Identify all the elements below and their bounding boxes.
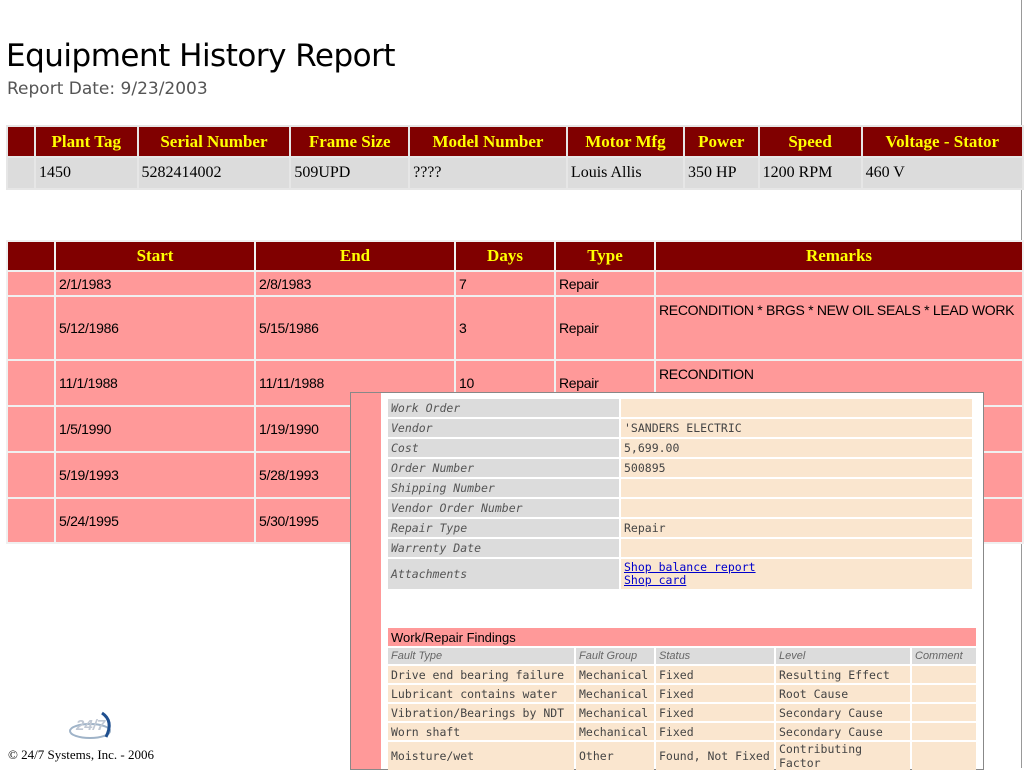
shipping-number-row <box>388 479 972 497</box>
finding-row[interactable] <box>388 704 976 721</box>
shop-card-link[interactable]: Shop card <box>624 573 687 587</box>
frame-size-cell: 509UPD <box>291 158 408 188</box>
field-value <box>621 539 972 557</box>
fault-type-cell: Vibration/Bearings by NDT <box>388 704 574 721</box>
remarks-cell: RECONDITION * BRGS * NEW OIL SEALS * LEAD WORK <box>656 297 1022 359</box>
col-header[interactable]: Serial Number <box>139 127 290 156</box>
speed-cell: 1200 RPM <box>760 158 861 188</box>
serial-number-cell: 5282414002 <box>139 158 290 188</box>
company-logo <box>68 707 118 743</box>
findings-header-row <box>388 648 976 664</box>
end-cell: 11/11/1988 <box>256 361 454 405</box>
end-cell: 5/30/1995 <box>256 499 454 542</box>
col-header[interactable]: Status <box>656 648 774 664</box>
power-cell: 350 HP <box>685 158 758 188</box>
history-row[interactable] <box>8 272 1022 295</box>
fault-group-cell: Mechanical <box>576 685 654 702</box>
page-title: Equipment History Report <box>6 38 396 74</box>
fault-type-cell: Moisture/wet <box>388 742 574 770</box>
end-cell: 5/15/1986 <box>256 297 454 359</box>
col-header[interactable]: Comment <box>912 648 976 664</box>
field-label: Vendor Order Number <box>388 499 619 517</box>
findings-title-row <box>388 628 976 646</box>
cost-row <box>388 439 972 457</box>
status-cell: Found, Not Fixed <box>656 742 774 770</box>
comment-cell <box>912 723 976 740</box>
field-value <box>621 499 972 517</box>
start-cell: 5/12/1986 <box>56 297 254 359</box>
repair-type-row <box>388 519 972 537</box>
fault-group-cell: Other <box>576 742 654 770</box>
findings-table <box>386 626 978 772</box>
comment-cell <box>912 685 976 702</box>
level-cell: Contributing Factor <box>776 742 910 770</box>
popup-row-strip <box>351 393 381 769</box>
comment-cell <box>912 666 976 683</box>
col-header[interactable]: Model Number <box>410 127 566 156</box>
days-cell: 10 <box>456 361 554 405</box>
field-value <box>621 479 972 497</box>
voltage-stator-cell: 460 V <box>863 158 1022 188</box>
history-header-row <box>8 242 1022 270</box>
col-header[interactable]: Plant Tag <box>36 127 137 156</box>
level-cell: Root Cause <box>776 685 910 702</box>
col-header[interactable]: Fault Type <box>388 648 574 664</box>
level-cell: Secondary Cause <box>776 704 910 721</box>
col-header[interactable]: Power <box>685 127 758 156</box>
end-cell: 5/28/1993 <box>256 453 454 497</box>
equipment-row[interactable] <box>8 158 1022 188</box>
field-value <box>621 399 972 417</box>
col-header[interactable]: Voltage - Stator <box>863 127 1022 156</box>
shop-balance-report-link[interactable]: Shop balance report <box>624 560 756 574</box>
type-cell: Repair <box>556 272 654 295</box>
field-label: Shipping Number <box>388 479 619 497</box>
equipment-header-row <box>8 127 1022 156</box>
vendor-row <box>388 419 972 437</box>
row-selector[interactable] <box>8 407 54 451</box>
work-order-table <box>386 397 974 591</box>
col-header[interactable]: Frame Size <box>291 127 408 156</box>
col-header[interactable]: Remarks <box>656 242 1022 270</box>
field-label: Repair Type <box>388 519 619 537</box>
finding-row[interactable] <box>388 666 976 683</box>
field-label: Order Number <box>388 459 619 477</box>
end-cell: 1/19/1990 <box>256 407 454 451</box>
fault-group-cell: Mechanical <box>576 723 654 740</box>
type-cell: Repair <box>556 361 654 405</box>
field-value: Repair <box>621 519 972 537</box>
equipment-table <box>6 125 1024 190</box>
finding-row[interactable] <box>388 723 976 740</box>
motor-mfg-cell: Louis Allis <box>568 158 683 188</box>
history-row[interactable] <box>8 297 1022 359</box>
order-number-row <box>388 459 972 477</box>
model-number-cell: ???? <box>410 158 566 188</box>
work-order-popup[interactable] <box>350 392 984 770</box>
field-value: 5,699.00 <box>621 439 972 457</box>
comment-cell <box>912 704 976 721</box>
field-label: Work Order <box>388 399 619 417</box>
row-selector-header <box>8 242 54 270</box>
attachments-row <box>388 559 972 589</box>
copyright: © 24/7 Systems, Inc. - 2006 <box>8 747 155 762</box>
row-selector-header <box>8 127 34 156</box>
field-label: Warrenty Date <box>388 539 619 557</box>
start-cell: 2/1/1983 <box>56 272 254 295</box>
start-cell: 11/1/1988 <box>56 361 254 405</box>
days-cell: 7 <box>456 272 554 295</box>
start-cell: 1/5/1990 <box>56 407 254 451</box>
comment-cell <box>912 742 976 770</box>
status-cell: Fixed <box>656 723 774 740</box>
field-label: Vendor <box>388 419 619 437</box>
fault-type-cell: Lubricant contains water <box>388 685 574 702</box>
fault-type-cell: Worn shaft <box>388 723 574 740</box>
status-cell: Fixed <box>656 704 774 721</box>
attachments-cell <box>621 559 972 589</box>
row-selector[interactable] <box>8 361 54 405</box>
start-cell: 5/19/1993 <box>56 453 254 497</box>
warrenty-date-row <box>388 539 972 557</box>
type-cell: Repair <box>556 297 654 359</box>
vendor-order-number-row <box>388 499 972 517</box>
fault-group-cell: Mechanical <box>576 666 654 683</box>
work-order-row <box>388 399 972 417</box>
field-value: 'SANDERS ELECTRIC <box>621 419 972 437</box>
field-value: 500895 <box>621 459 972 477</box>
report-date: Report Date: 9/23/2003 <box>7 79 208 99</box>
col-header[interactable]: Level <box>776 648 910 664</box>
field-label: Cost <box>388 439 619 457</box>
level-cell: Resulting Effect <box>776 666 910 683</box>
row-selector[interactable] <box>8 499 54 542</box>
status-cell: Fixed <box>656 666 774 683</box>
finding-row[interactable] <box>388 742 976 770</box>
plant-tag-cell: 1450 <box>36 158 137 188</box>
row-selector[interactable] <box>8 158 34 188</box>
start-cell: 5/24/1995 <box>56 499 254 542</box>
level-cell: Secondary Cause <box>776 723 910 740</box>
finding-row[interactable] <box>388 685 976 702</box>
col-header[interactable]: Start <box>56 242 254 270</box>
fault-type-cell: Drive end bearing failure <box>388 666 574 683</box>
status-cell: Fixed <box>656 685 774 702</box>
field-label: Attachments <box>388 559 619 589</box>
col-header[interactable]: Days <box>456 242 554 270</box>
col-header[interactable]: Speed <box>760 127 861 156</box>
col-header[interactable]: Motor Mfg <box>568 127 683 156</box>
row-selector[interactable] <box>8 272 54 295</box>
days-cell: 3 <box>456 297 554 359</box>
col-header[interactable]: Fault Group <box>576 648 654 664</box>
fault-group-cell: Mechanical <box>576 704 654 721</box>
col-header[interactable]: Type <box>556 242 654 270</box>
end-cell: 2/8/1983 <box>256 272 454 295</box>
findings-title: Work/Repair Findings <box>388 628 976 646</box>
remarks-cell <box>656 272 1022 295</box>
remarks-cell: RECONDITION <box>656 361 1022 405</box>
row-selector[interactable] <box>8 453 54 497</box>
logo-text: 24/7 <box>76 717 106 734</box>
row-selector[interactable] <box>8 297 54 359</box>
col-header[interactable]: End <box>256 242 454 270</box>
